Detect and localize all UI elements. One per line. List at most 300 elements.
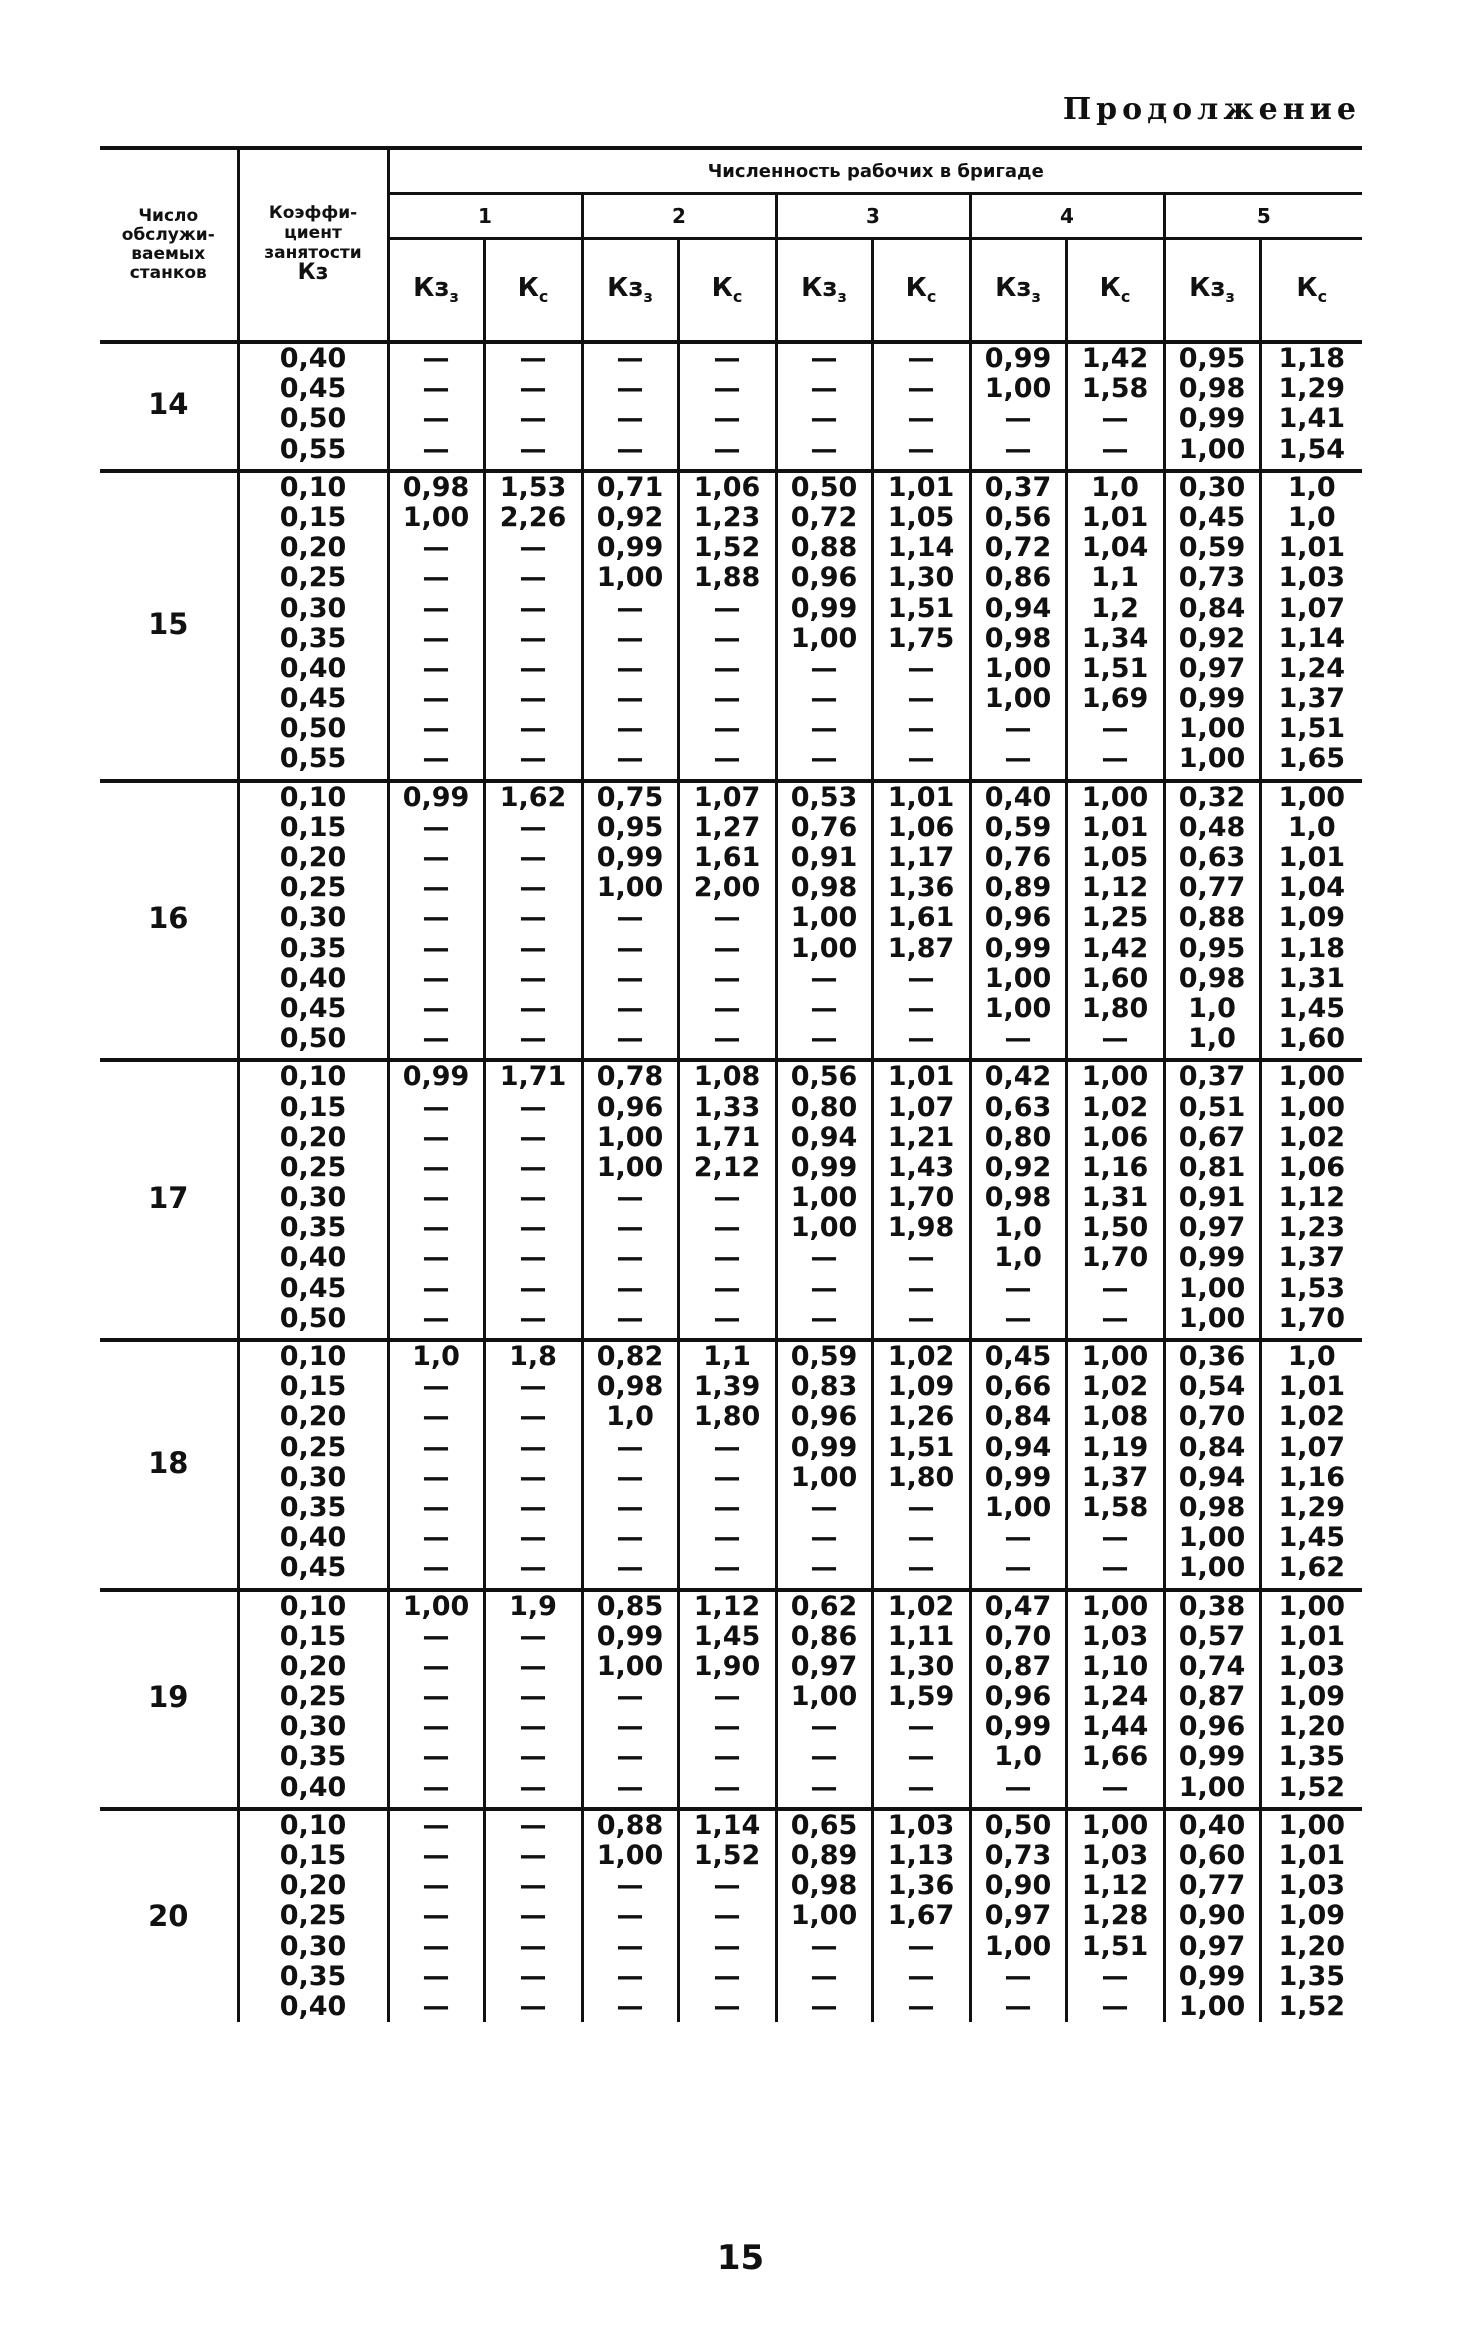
kc-values [1066, 1340, 1164, 1584]
table-cell: — [713, 433, 741, 465]
table-cell: — [519, 1990, 547, 2022]
table-cell: 1,52 [1278, 1990, 1346, 2022]
table-cell: 1,60 [1081, 962, 1149, 994]
table-cell: 0,70 [984, 1620, 1052, 1652]
table-cell: 0,94 [790, 1121, 858, 1153]
table-cell: 1,30 [887, 562, 955, 594]
table-cell: 1,04 [1081, 532, 1149, 564]
table-cell: 1,80 [887, 1461, 955, 1493]
table-cell: 1,19 [1081, 1431, 1149, 1463]
table-cell: 1,02 [1278, 1401, 1346, 1433]
table-cell: 1,24 [1081, 1681, 1149, 1713]
table-cell: 0,98 [790, 1870, 858, 1902]
table-cell: 1,00 [984, 992, 1052, 1024]
table-cell: 0,51 [1178, 1091, 1246, 1123]
table-cell: — [810, 433, 838, 465]
kc-values [872, 471, 970, 775]
table-cell: 1,36 [887, 1870, 955, 1902]
table-cell: 1,21 [887, 1121, 955, 1153]
table-cell: 1,02 [887, 1341, 955, 1372]
table-cell: 1,00 [1081, 781, 1149, 813]
table-cell: — [713, 1182, 741, 1214]
table-cell: 1,12 [1278, 1182, 1346, 1214]
table-cell: 1,09 [1278, 902, 1346, 934]
table-cell: 0,99 [1178, 1960, 1246, 1992]
coefficient-value: 0,30 [279, 1930, 347, 1962]
table-cell: — [519, 743, 547, 775]
table-cell: 0,63 [1178, 842, 1246, 873]
table-cell: 1,03 [1278, 1650, 1346, 1682]
table-cell: 1,00 [596, 1121, 664, 1153]
table-cell: — [713, 1212, 741, 1244]
coefficient-value: 0,50 [279, 1023, 347, 1055]
table-cell: 0,99 [790, 1431, 858, 1463]
kc-values [1260, 1340, 1362, 1584]
kc-values [484, 471, 582, 775]
table-row [100, 781, 1362, 1055]
table-cell: 0,87 [984, 1650, 1052, 1682]
table-cell: — [519, 932, 547, 964]
table-cell: 0,92 [1178, 622, 1246, 654]
coefficient-value: 0,45 [279, 683, 347, 715]
table-cell: 0,99 [790, 592, 858, 624]
table-cell: 1,58 [1081, 373, 1149, 405]
table-cell: 0,99 [402, 781, 470, 813]
table-cell: — [810, 1491, 838, 1523]
table-cell: 1,69 [1081, 683, 1149, 715]
table-cell: 0,99 [596, 1620, 664, 1652]
coefficient-value: 0,10 [279, 1341, 347, 1372]
kc-values [872, 1809, 970, 2022]
table-cell: — [616, 1302, 644, 1334]
table-cell: 1,00 [1278, 781, 1346, 813]
table-cell: 1,62 [499, 781, 567, 813]
table-cell: — [1004, 403, 1032, 435]
table-cell: 1,06 [1278, 1151, 1346, 1183]
table-cell: 1,14 [693, 1809, 761, 1841]
kz-values [582, 1809, 678, 2022]
table-cell: — [616, 1711, 644, 1743]
symbol-subscript: з [837, 287, 847, 307]
table-cell: 1,16 [1081, 1151, 1149, 1183]
table-cell: — [519, 433, 547, 465]
table-cell: 1,00 [1178, 1771, 1246, 1803]
table-cell: — [713, 1023, 741, 1055]
table-cell: 0,99 [402, 1061, 470, 1093]
table-cell: 0,96 [596, 1091, 664, 1123]
table-cell: 0,99 [984, 1711, 1052, 1743]
table-cell: 1,00 [790, 622, 858, 654]
table-cell: 1,29 [1278, 1491, 1346, 1523]
table-cell: — [616, 1023, 644, 1055]
coefficient-value: 0,15 [279, 1840, 347, 1871]
table-cell: 0,73 [984, 1840, 1052, 1871]
kz-values [970, 1340, 1066, 1584]
table-cell: — [810, 1930, 838, 1962]
symbol-subscript: з [449, 287, 459, 307]
kc-values [678, 1590, 776, 1803]
coefficient-value: 0,55 [279, 433, 347, 465]
table-cell: 0,76 [984, 842, 1052, 873]
table-cell: 1,23 [1278, 1212, 1346, 1244]
table-cell: 1,51 [1278, 713, 1346, 745]
table-cell: 1,71 [499, 1061, 567, 1093]
kc-values [678, 471, 776, 775]
kc-values [1066, 781, 1164, 1055]
table-cell: — [810, 1711, 838, 1743]
table-cell: — [616, 373, 644, 405]
table-cell: — [616, 683, 644, 715]
table-cell: 0,86 [790, 1620, 858, 1652]
table-cell: — [422, 1771, 450, 1803]
table-cell: 1,66 [1081, 1741, 1149, 1773]
table-cell: — [1004, 1960, 1032, 1992]
table-cell: 1,51 [1081, 652, 1149, 684]
table-cell: — [810, 713, 838, 745]
table-cell: 1,0 [994, 1741, 1042, 1773]
table-cell: 1,07 [1278, 1431, 1346, 1463]
table-cell: — [422, 1151, 450, 1183]
symbol-subscript: с [538, 287, 549, 307]
table-cell: 0,86 [984, 562, 1052, 594]
table-cell: 1,01 [887, 781, 955, 813]
table-cell: — [810, 1552, 838, 1584]
symbol-main: К [905, 273, 927, 304]
table-cell: — [519, 1091, 547, 1123]
table-cell: 1,10 [1081, 1650, 1149, 1682]
table-cell: — [519, 1900, 547, 1932]
table-cell: 0,72 [984, 532, 1052, 564]
table-cell: — [616, 592, 644, 624]
table-cell: 0,99 [596, 532, 664, 564]
kz-values [582, 781, 678, 1055]
table-cell: 0,88 [1178, 902, 1246, 934]
table-cell: — [616, 1771, 644, 1803]
table-cell: 0,89 [790, 1840, 858, 1871]
coefficient-value: 0,10 [279, 1809, 347, 1841]
table-cell: — [519, 962, 547, 994]
table-cell: 0,77 [1178, 872, 1246, 904]
table-cell: — [907, 1491, 935, 1523]
table-cell: — [422, 652, 450, 684]
header-coefficient-symbol: Кз [297, 260, 329, 285]
table-cell: 0,75 [596, 781, 664, 813]
table-cell: — [810, 1522, 838, 1554]
table-cell: 1,00 [790, 1900, 858, 1932]
symbol-main: Кз [1189, 273, 1226, 304]
table-cell: 0,96 [790, 562, 858, 594]
table-cell: — [616, 1212, 644, 1244]
table-cell: 0,95 [1178, 343, 1246, 374]
header-workers-4: 4 [970, 194, 1164, 239]
table-cell: — [907, 1741, 935, 1773]
table-cell: — [713, 622, 741, 654]
table-cell: — [519, 811, 547, 843]
table-cell: 1,12 [693, 1590, 761, 1622]
table-cell: — [422, 343, 450, 374]
header-machines-line: ваемых [131, 244, 206, 264]
table-cell: — [713, 1522, 741, 1554]
table-cell: — [616, 403, 644, 435]
table-cell: 0,88 [790, 532, 858, 564]
table-cell: 1,00 [402, 501, 470, 533]
table-cell: 1,01 [887, 471, 955, 503]
coefficient-value: 0,20 [279, 1870, 347, 1902]
table-cell: 1,01 [1081, 811, 1149, 843]
table-cell: 1,12 [1081, 872, 1149, 904]
kc-values [484, 342, 582, 465]
table-cell: 0,99 [596, 842, 664, 873]
table-cell: 1,00 [1178, 1990, 1246, 2022]
kz-values [388, 1060, 484, 1334]
table-cell: 1,05 [887, 501, 955, 533]
header-kz-symbol [1164, 239, 1260, 343]
table-cell: 1,03 [887, 1809, 955, 1841]
symbol-main: К [711, 273, 733, 304]
table-cell: — [1004, 1023, 1032, 1055]
table-cell: 1,43 [887, 1151, 955, 1183]
table-cell: 1,98 [887, 1212, 955, 1244]
table-cell: 0,99 [1178, 403, 1246, 435]
table-cell: — [1101, 1023, 1129, 1055]
table-cell: — [422, 1242, 450, 1274]
coefficient-value: 0,50 [279, 403, 347, 435]
table-cell: — [422, 1711, 450, 1743]
table-cell: — [713, 652, 741, 684]
table-cell: — [907, 962, 935, 994]
table-cell: — [422, 1522, 450, 1554]
table-cell: 1,17 [887, 842, 955, 873]
table-cell: 1,80 [1081, 992, 1149, 1024]
table-cell: — [713, 1771, 741, 1803]
coefficient-value: 0,25 [279, 1151, 347, 1183]
header-workers-1: 1 [388, 194, 582, 239]
coefficient-list [238, 781, 388, 1055]
table-cell: — [422, 532, 450, 564]
table-cell: 0,45 [1178, 501, 1246, 533]
table-cell: 1,90 [693, 1650, 761, 1682]
table-cell: 1,0 [994, 1242, 1042, 1274]
table-cell: 1,00 [790, 1461, 858, 1493]
coefficient-list [238, 1340, 388, 1584]
symbol-main: Кз [995, 273, 1032, 304]
table-cell: — [519, 1242, 547, 1274]
table-cell: 1,37 [1278, 1242, 1346, 1274]
coefficient-value: 0,10 [279, 1590, 347, 1622]
table-cell: 1,00 [984, 652, 1052, 684]
table-cell: — [519, 1552, 547, 1584]
table-cell: 0,99 [984, 932, 1052, 964]
table-cell: — [519, 1681, 547, 1713]
table-cell: — [519, 842, 547, 873]
table-cell: 0,59 [790, 1341, 858, 1372]
table-cell: — [713, 1491, 741, 1523]
coefficient-value: 0,30 [279, 1182, 347, 1214]
coefficient-value: 0,20 [279, 1401, 347, 1433]
table-cell: — [519, 1491, 547, 1523]
symbol-subscript: з [643, 287, 653, 307]
coefficient-value: 0,10 [279, 471, 347, 503]
machines-count: 16 [100, 781, 238, 1055]
table-cell: 0,73 [1178, 562, 1246, 594]
coefficient-list [238, 342, 388, 465]
table-cell: — [907, 652, 935, 684]
table-cell: 0,80 [984, 1121, 1052, 1153]
table-cell: 1,20 [1278, 1711, 1346, 1743]
header-coefficient [238, 148, 388, 342]
kc-values [1066, 1590, 1164, 1803]
table-cell: 1,05 [1081, 842, 1149, 873]
table-cell: 0,62 [790, 1590, 858, 1622]
table-cell: 0,99 [984, 1461, 1052, 1493]
table-cell: 1,14 [887, 532, 955, 564]
table-cell: — [810, 343, 838, 374]
table-cell: — [422, 992, 450, 1024]
table-cell: — [810, 373, 838, 405]
table-cell: — [713, 343, 741, 374]
table-cell: — [713, 1431, 741, 1463]
header-workers: Численность рабочих в бригаде [388, 148, 1362, 194]
table-cell: 1,0 [1188, 992, 1236, 1024]
header-kz-symbol [388, 239, 484, 343]
table-cell: — [1004, 1272, 1032, 1304]
table-cell: 0,96 [790, 1401, 858, 1433]
table-cell: — [907, 1771, 935, 1803]
table-cell: 0,89 [984, 872, 1052, 904]
table-cell: — [616, 1461, 644, 1493]
table-cell: 1,00 [1178, 433, 1246, 465]
coefficient-value: 0,45 [279, 373, 347, 405]
kc-values [872, 1590, 970, 1803]
table-cell: — [616, 1930, 644, 1962]
table-cell: — [1004, 433, 1032, 465]
table-cell: 1,0 [994, 1212, 1042, 1244]
table-cell: 0,37 [1178, 1061, 1246, 1093]
header-coefficient-line: Коэффи- [268, 203, 358, 223]
table-cell: 0,98 [1178, 962, 1246, 994]
table-cell: 1,60 [1278, 1023, 1346, 1055]
coefficient-value: 0,40 [279, 652, 347, 684]
table-cell: — [907, 1960, 935, 1992]
table-cell: 0,90 [984, 1870, 1052, 1902]
coefficient-value: 0,45 [279, 992, 347, 1024]
table-cell: 1,1 [1091, 562, 1139, 594]
table-cell: 1,87 [887, 932, 955, 964]
table-cell: — [616, 1900, 644, 1932]
table-cell: — [713, 1681, 741, 1713]
coefficient-value: 0,25 [279, 1900, 347, 1932]
table-cell: — [519, 992, 547, 1024]
kc-values [484, 1060, 582, 1334]
table-cell: 0,98 [984, 1182, 1052, 1214]
table-cell: — [422, 1302, 450, 1334]
coefficient-value: 0,35 [279, 1212, 347, 1244]
table-cell: 1,07 [693, 781, 761, 813]
table-cell: — [713, 1870, 741, 1902]
table-cell: — [616, 1990, 644, 2022]
table-cell: — [422, 683, 450, 715]
table-cell: 1,39 [693, 1371, 761, 1403]
table-cell: — [713, 1461, 741, 1493]
table-cell: — [713, 932, 741, 964]
kc-values [1260, 1809, 1362, 2022]
table-cell: 1,00 [1081, 1590, 1149, 1622]
coefficient-value: 0,35 [279, 622, 347, 654]
kz-values [776, 1590, 872, 1803]
table-cell: 1,01 [1278, 1840, 1346, 1871]
table-cell: 1,12 [1081, 1870, 1149, 1902]
table-cell: — [1101, 1771, 1129, 1803]
table-cell: 1,06 [887, 811, 955, 843]
table-cell: — [616, 622, 644, 654]
table-cell: 1,67 [887, 1900, 955, 1932]
table-cell: 0,47 [984, 1590, 1052, 1622]
table-cell: 0,95 [1178, 932, 1246, 964]
table-cell: 1,04 [1278, 872, 1346, 904]
table-cell: — [422, 1491, 450, 1523]
table-cell: 0,78 [596, 1061, 664, 1093]
table-cell: 1,52 [693, 1840, 761, 1871]
table-cell: — [422, 403, 450, 435]
table-cell: — [519, 1212, 547, 1244]
coefficient-value: 0,35 [279, 1491, 347, 1523]
table-cell: — [422, 1182, 450, 1214]
coefficient-value: 0,30 [279, 902, 347, 934]
table-cell: 1,08 [693, 1061, 761, 1093]
table-cell: 0,54 [1178, 1371, 1246, 1403]
table-cell: 1,20 [1278, 1930, 1346, 1962]
table-cell: 0,40 [1178, 1809, 1246, 1841]
symbol-main: К [517, 273, 539, 304]
table-cell: — [422, 1990, 450, 2022]
table-cell: 0,99 [1178, 1741, 1246, 1773]
table-cell: 2,12 [693, 1151, 761, 1183]
table-cell: 0,88 [596, 1809, 664, 1841]
table-cell: 0,96 [984, 902, 1052, 934]
machines-count: 14 [100, 342, 238, 465]
table-cell: — [519, 1371, 547, 1403]
coefficient-value: 0,20 [279, 1650, 347, 1682]
table-cell: — [713, 992, 741, 1024]
table-cell: — [810, 1242, 838, 1274]
table-cell: 1,01 [1081, 501, 1149, 533]
table-cell: — [422, 872, 450, 904]
table-cell: 1,00 [1178, 713, 1246, 745]
kc-values [678, 1340, 776, 1584]
table-cell: — [519, 1272, 547, 1304]
table-cell: — [713, 1930, 741, 1962]
table-cell: 1,26 [887, 1401, 955, 1433]
table-cell: — [616, 433, 644, 465]
kz-values [388, 781, 484, 1055]
table-cell: — [810, 652, 838, 684]
kz-values [388, 471, 484, 775]
table-cell: — [422, 902, 450, 934]
table-cell: — [907, 1552, 935, 1584]
table-cell: 1,44 [1081, 1711, 1149, 1743]
symbol-main: Кз [607, 273, 644, 304]
table-cell: — [713, 1741, 741, 1773]
table-cell: — [1004, 1522, 1032, 1554]
kz-values [970, 1809, 1066, 2022]
table-cell: — [616, 1681, 644, 1713]
table-cell: 1,34 [1081, 622, 1149, 654]
table-cell: 1,11 [887, 1620, 955, 1652]
table-cell: — [616, 652, 644, 684]
coefficient-value: 0,35 [279, 932, 347, 964]
table-cell: 1,07 [1278, 592, 1346, 624]
table-cell: 1,03 [1081, 1620, 1149, 1652]
